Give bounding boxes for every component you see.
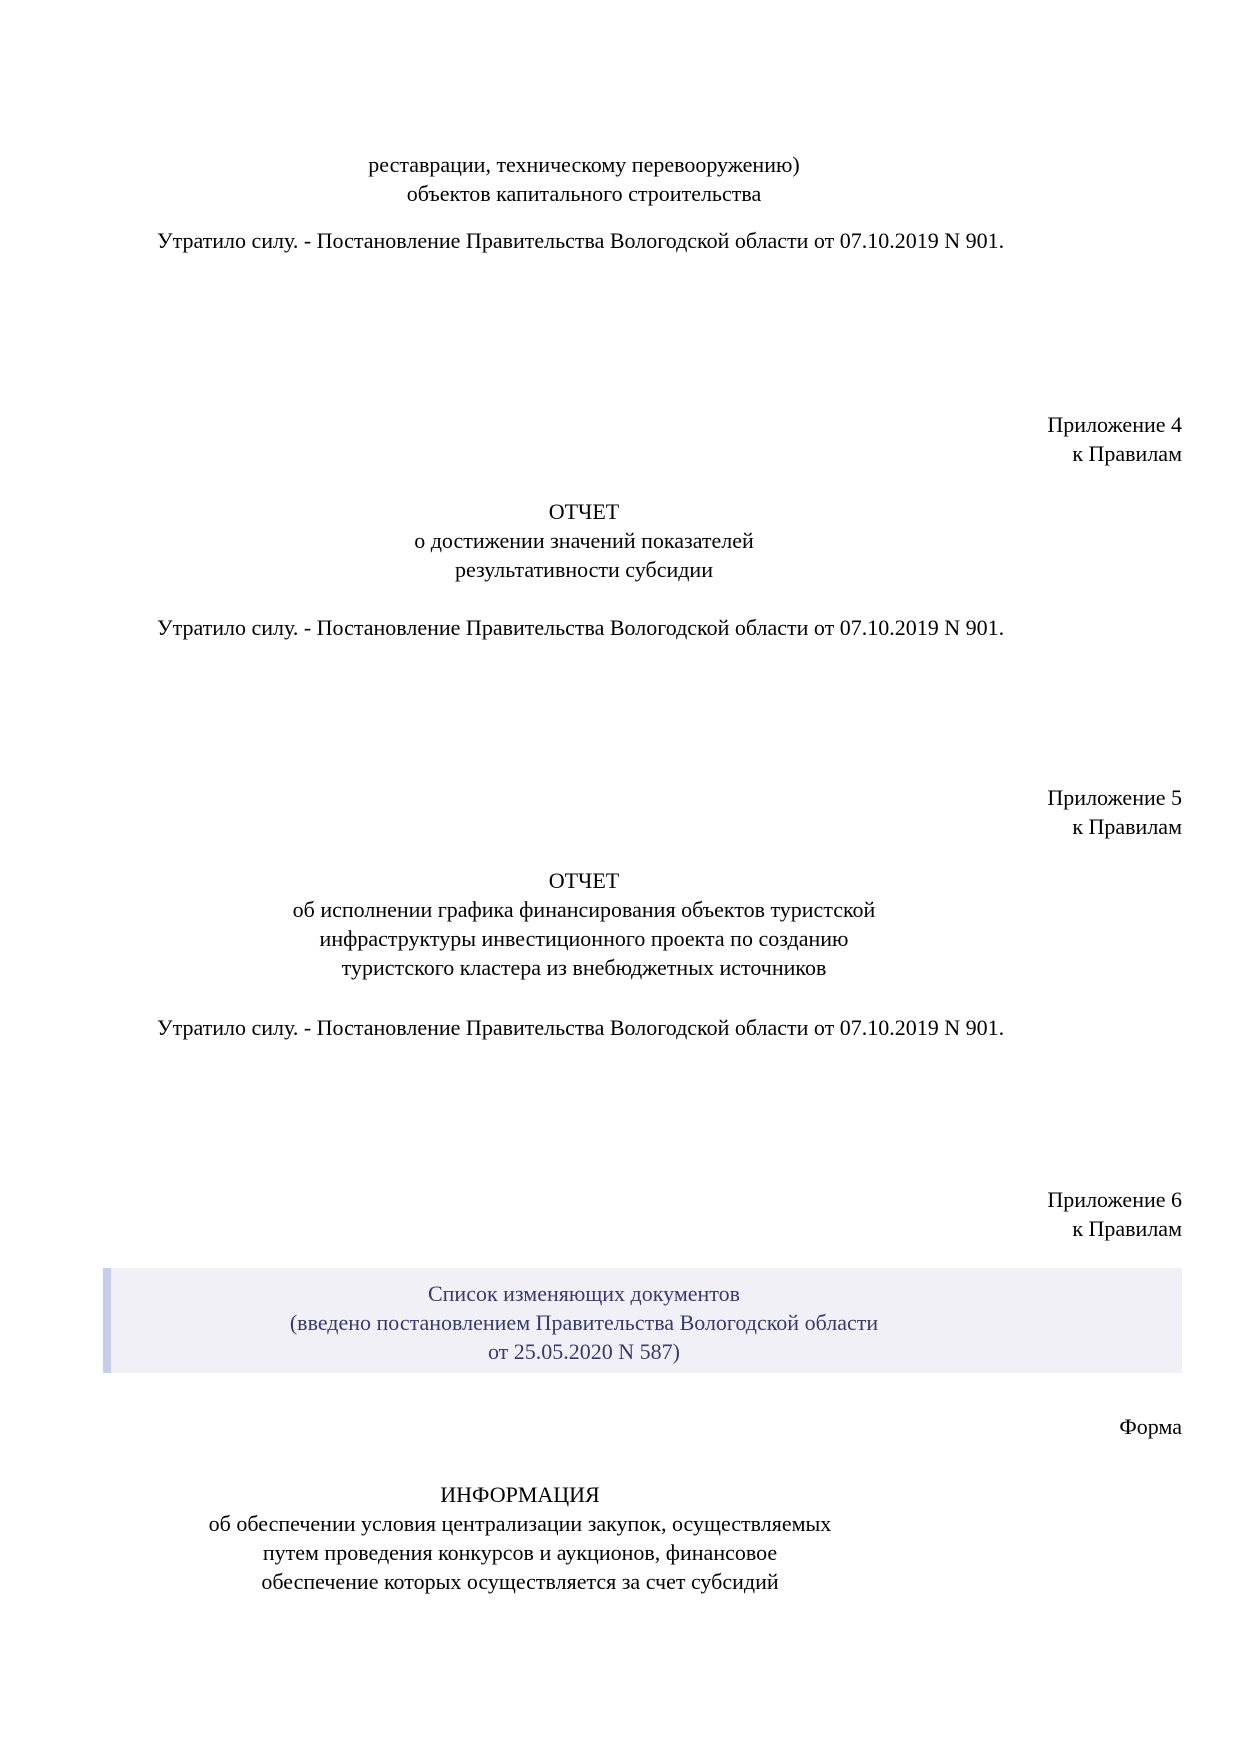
forma-label: Форма [1119,1414,1182,1439]
report-4-title-line-1: ОТЧЕТ [548,499,620,524]
report-5-title-line-2: об исполнении графика финансирования объектов туристской [292,897,876,922]
report-5-title-block [103,866,1065,982]
appendix-4-sublabel: к Правилам [1072,441,1182,466]
revoked-note-2: Утратило силу. - Постановление Правительства Вологодской области от 07.10.2019 N 901. [157,615,1005,640]
info-title-line-4: обеспечение которых осуществляется за счет субсидий [261,1569,779,1594]
revoked-note-3: Утратило силу. - Постановление Правительства Вологодской области от 07.10.2019 N 901. [157,1015,1005,1040]
appendix-4-block [103,410,1182,468]
appendix-4-label: Приложение 4 [1047,412,1182,437]
report-5-title-line-3: инфраструктуры инвестиционного проекта по созданию [319,926,849,951]
appendix-6-sublabel: к Правилам [1072,1216,1182,1241]
report-4-title-line-2: о достижении значений показателей [414,528,754,553]
info-title-line-3: путем проведения конкурсов и аукционов, финансовое [262,1540,778,1565]
report-5-title-line-1: ОТЧЕТ [548,868,620,893]
amendments-box-text [103,1279,1065,1366]
appendix-6-label: Приложение 6 [1047,1187,1182,1212]
appendix-5-label: Приложение 5 [1047,785,1182,810]
top-title-line-1: реставрации, техническому перевооружению) [368,152,800,177]
info-title-block [103,1480,937,1596]
info-title-line-1: ИНФОРМАЦИЯ [440,1482,600,1507]
amendments-line-2: (введено постановлением Правительства Вологодской области [289,1310,879,1335]
top-title-line-2: объектов капитального строительства [406,181,762,206]
amendments-box [103,1268,1182,1373]
report-5-title-line-4: туристского кластера из внебюджетных источников [341,955,827,980]
appendix-6-block [103,1185,1182,1243]
report-4-title-block [103,497,1065,584]
amendments-line-3: от 25.05.2020 N 587) [487,1339,681,1364]
top-title-block [103,150,1065,208]
appendix-5-block [103,783,1182,841]
appendix-5-sublabel: к Правилам [1072,814,1182,839]
info-title-line-2: об обеспечении условия централизации закупок, осуществляемых [208,1511,832,1536]
report-4-title-line-3: результативности субсидии [455,557,713,582]
amendments-line-1: Список изменяющих документов [427,1281,740,1306]
revoked-note-1: Утратило силу. - Постановление Правительства Вологодской области от 07.10.2019 N 901. [157,228,1005,253]
